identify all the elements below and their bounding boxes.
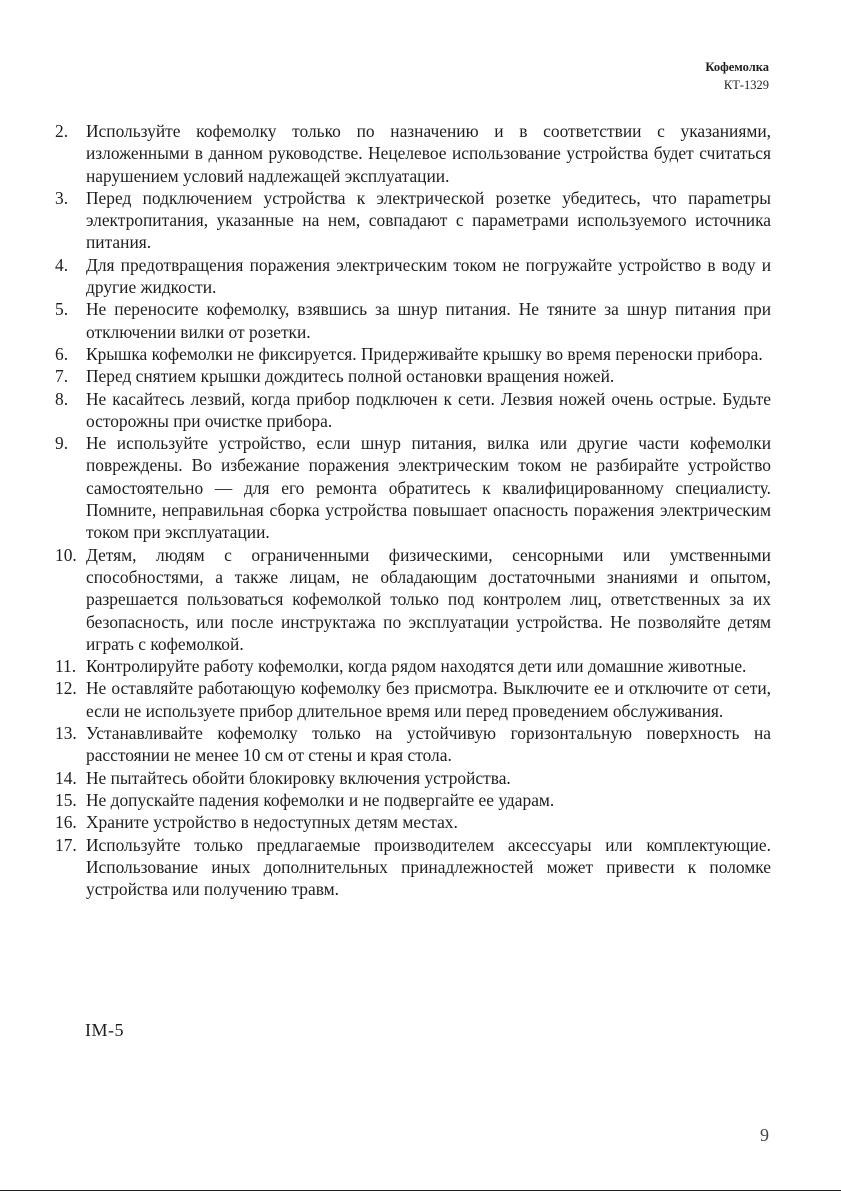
list-item bbox=[55, 388, 771, 433]
list-item bbox=[55, 834, 771, 901]
item-text: Используйте только предлагаемые производителем аксессуары или комплектующие. Использование иных дополнительных принадлежностей может привести к поломке устройства или получению травм. bbox=[86, 834, 771, 900]
item-text: Не оставляйте работающую кофемолку без присмотра. Выключите ее и отключите от сети, если не используете прибор длительное время или перед проведением обслуживания. bbox=[86, 678, 771, 721]
item-text: Не переносите кофемолку, взявшись за шнур питания. Не тяните за шнур питания при отключении вилки от розетки. bbox=[86, 299, 771, 342]
item-number: 5. bbox=[55, 299, 69, 320]
bottom-divider bbox=[0, 1190, 841, 1191]
item-text: Не используйте устройство, если шнур питания, вилка или другие части кофемолки повреждены. Во избежание поражения электрическим током не разбирайте устройство самостоятельно — для его ремонта обратитесь к квалифицированному специалисту. Помните, неправильная сборка устройства повышает опасность поражения электрическим током при эксплуатации. bbox=[86, 433, 771, 543]
page-number: 9 bbox=[760, 1125, 769, 1145]
item-text: Устанавливайте кофемолку только на устойчивую горизонтальную поверхность на расстоянии не менее 10 см от стены и края стола. bbox=[86, 723, 771, 766]
item-number: 10. bbox=[55, 544, 77, 565]
item-text: Не касайтесь лезвий, когда прибор подключен к сети. Лезвия ножей очень острые. Будьте осторожны при очистке прибора. bbox=[86, 388, 771, 431]
item-number: 11. bbox=[55, 656, 77, 677]
list-item bbox=[55, 544, 771, 655]
item-number: 17. bbox=[55, 834, 77, 855]
list-item bbox=[55, 298, 771, 343]
document-code: IM-5 bbox=[85, 1020, 124, 1040]
list-item bbox=[55, 811, 771, 833]
item-number: 9. bbox=[55, 433, 69, 454]
model-number: КТ-1329 bbox=[723, 78, 769, 92]
list-item bbox=[55, 677, 771, 722]
list-item bbox=[55, 343, 771, 365]
list-item bbox=[55, 432, 771, 543]
item-number: 13. bbox=[55, 723, 77, 744]
item-number: 14. bbox=[55, 767, 77, 788]
list-item bbox=[55, 187, 771, 254]
item-number: 12. bbox=[55, 678, 77, 699]
list-item bbox=[55, 365, 771, 387]
item-text: Не допускайте падения кофемолки и не подвергайте ее ударам. bbox=[86, 789, 555, 810]
item-text: Перед снятием крышки дождитесь полной остановки вращения ножей. bbox=[86, 366, 615, 387]
list-item bbox=[55, 767, 771, 789]
item-text: Детям, людям с ограниченными физическими, сенсорными или умственными способностями, а также лицам, не обладающим достаточными знаниями и опытом, разрешается пользоваться кофемолкой только под контролем лиц, ответственных за их безопасность, или после инструктажа по эксплуатации устройства. Не позволяйте детям играть с кофемолкой. bbox=[86, 544, 771, 654]
item-text: Не пытайтесь обойти блокировку включения устройства. bbox=[86, 767, 511, 788]
item-text: Для предотвращения поражения электрическим током не погружайте устройство в воду и другие жидкости. bbox=[86, 254, 771, 298]
item-text: Храните устройство в недоступных детям местах. bbox=[86, 812, 458, 833]
item-number: 4. bbox=[55, 254, 69, 275]
list-item bbox=[55, 722, 771, 767]
item-number: 2. bbox=[55, 121, 69, 141]
item-number: 8. bbox=[55, 388, 69, 409]
item-text: Крышка кофемолки не фиксируется. Придерживайте крышку во время переноски прибора. bbox=[86, 343, 763, 364]
list-item bbox=[55, 120, 771, 187]
item-number: 6. bbox=[55, 343, 69, 364]
item-text: Контролируйте работу кофемолки, когда рядом находятся дети или домашние животные. bbox=[86, 656, 747, 677]
item-number: 16. bbox=[55, 812, 77, 833]
item-number: 3. bbox=[55, 187, 69, 208]
safety-instructions-list bbox=[55, 120, 771, 900]
item-text: Используйте кофемолку только по назначению и в соответствии с указаниями, изложенными в данном руководстве. Нецелевое использование устройства будет считаться нарушением условий надлежащей эксплуатации. bbox=[86, 121, 771, 186]
product-name: Кофемолка bbox=[705, 60, 769, 74]
list-item bbox=[55, 655, 771, 677]
list-item bbox=[55, 254, 771, 299]
page-header bbox=[705, 58, 769, 94]
item-number: 7. bbox=[55, 366, 69, 387]
list-item bbox=[55, 789, 771, 811]
item-text: Перед подключением устройства к электрической розетке убедитесь, что параmетры электропитания, указанные на нем, совпадают с параметрами используемого источника питания. bbox=[86, 187, 771, 253]
item-number: 15. bbox=[55, 789, 77, 810]
